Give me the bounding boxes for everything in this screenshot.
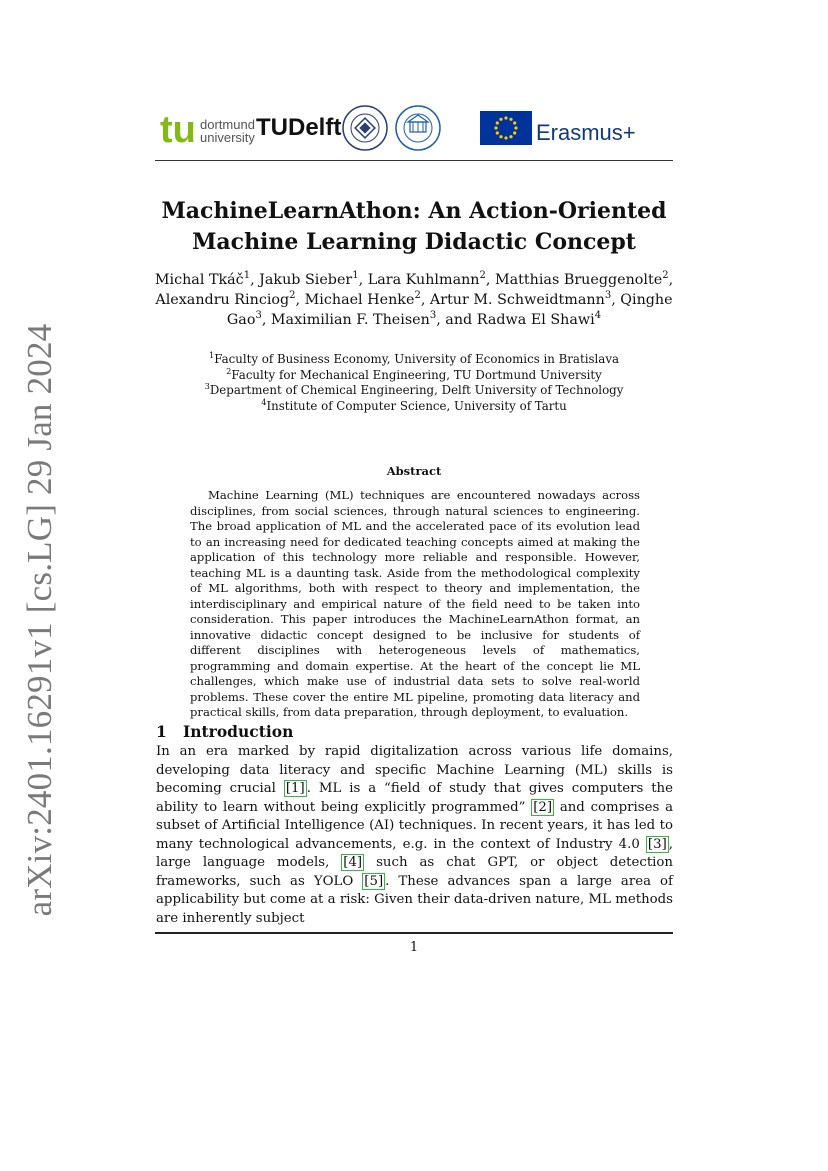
footer-rule [155, 932, 673, 934]
tu-mark-icon: tu [160, 109, 196, 151]
author: Maximilian F. Theisen$^3$, and [270, 310, 477, 328]
affiliation: $^1$Faculty of Business Economy, University of Economics in Bratislava [208, 350, 620, 366]
citation-link[interactable]: [4] [343, 855, 363, 870]
tu-dortmund-logo [160, 109, 196, 151]
abstract-heading: Abstract [386, 464, 442, 478]
tu-dortmund-line2: university [200, 130, 255, 145]
affiliation: $^4$Institute of Computer Science, University of Tartu [261, 396, 567, 413]
citation-link[interactable]: [3] [647, 836, 667, 852]
author: Lara Kuhlmann$^2$, [367, 270, 495, 288]
paper-title [140, 196, 688, 258]
tu-dortmund-line1: dortmund [200, 117, 255, 132]
citation-link[interactable]: [1] [285, 781, 305, 796]
author: Artur M. Schweidtmann$^3$, [429, 290, 621, 308]
title-line-1: MachineLearnAthon: An Action-Oriented [161, 198, 667, 224]
university-seal-icon [340, 100, 390, 156]
affiliation-list [150, 352, 678, 414]
section-number: 1 [156, 722, 167, 741]
tartu-seal-icon [392, 100, 444, 156]
affiliation: $^3$Department of Chemical Engineering, Delft University of Technology [204, 381, 624, 397]
author: Radwa El Shawi$^4$ [476, 310, 602, 328]
arxiv-identifier: arXiv:2401.16291v1 [cs.LG] 29 Jan 2024 [20, 323, 59, 917]
eu-flag-icon [480, 111, 532, 145]
affiliation: $^2$Faculty for Mechanical Engineering, TU Dortmund University [226, 365, 602, 382]
author-list [150, 270, 678, 330]
title-line-2: Machine Learning Didactic Concept [192, 229, 636, 255]
section-heading [156, 722, 293, 741]
author: Michael Henke$^2$, [304, 290, 430, 308]
citation-link[interactable]: [2] [533, 799, 553, 815]
author: Michal Tkáč$^1$, [154, 270, 260, 288]
abstract-text: Machine Learning (ML) techniques are encountered nowadays across disciplines, from social sciences, through natural sciences to engineering. The broad application of ML and the accelerated pace of its evolution lead to an increasing need for dedicated teaching concepts aimed at making the application of this technology more reliable and responsible. However, teaching ML is a daunting task. Aside from the methodological complexity of ML algorithms, both with respect to theory and implementation, the interdisciplinary and empirical nature of the field need to be taken into consideration. This paper introduces the MachineLearnAthon format, an innovative didactic concept designed to be inclusive for students of different disciplines with heterogeneous levels of mathematics, programming and domain expertise. At the heart of the concept lie ML challenges, which make use of industrial data sets to solve real-world problems. These cover the entire ML pipeline, promoting data literacy and practical skills, from data preparation, through deployment, to evaluation. [190, 488, 640, 719]
introduction-paragraph: In an era marked by rapid digitalization across various life domains, developing data literacy and specific Machine Learning (ML) skills is becoming crucial [1] . ML is a “field of study that gives computers the ability to learn without being explicitly programmed” [2] and comprises a subset of Artificial Intelligence (AI) techniques. In recent years, it has led to many technological advancements, e.g. in the context of Industry 4.0 [3] , large language models, [4] such as chat GPT, or object detection frameworks, such as YOLO [5] . These advances span a large area of applicability but come at a risk: Given their data-driven nature, ML methods are inherently subject [156, 744, 673, 926]
citation-link[interactable]: [5] [364, 873, 384, 889]
erasmus-plus-logo: Erasmus+ [536, 120, 636, 145]
page-number: 1 [409, 940, 419, 955]
tu-delft-logo: TUDelft [256, 114, 342, 141]
author: Alexandru Rinciog$^2$, [155, 290, 305, 308]
header-rule [155, 160, 673, 161]
section-title: Introduction [183, 722, 294, 741]
tu-dortmund-wordmark [200, 118, 255, 144]
author: Jakub Sieber$^1$, [259, 270, 368, 288]
author: Matthias Brueggenolte$^2$, [494, 270, 674, 288]
author: Qinghe Gao$^3$, [226, 292, 673, 328]
